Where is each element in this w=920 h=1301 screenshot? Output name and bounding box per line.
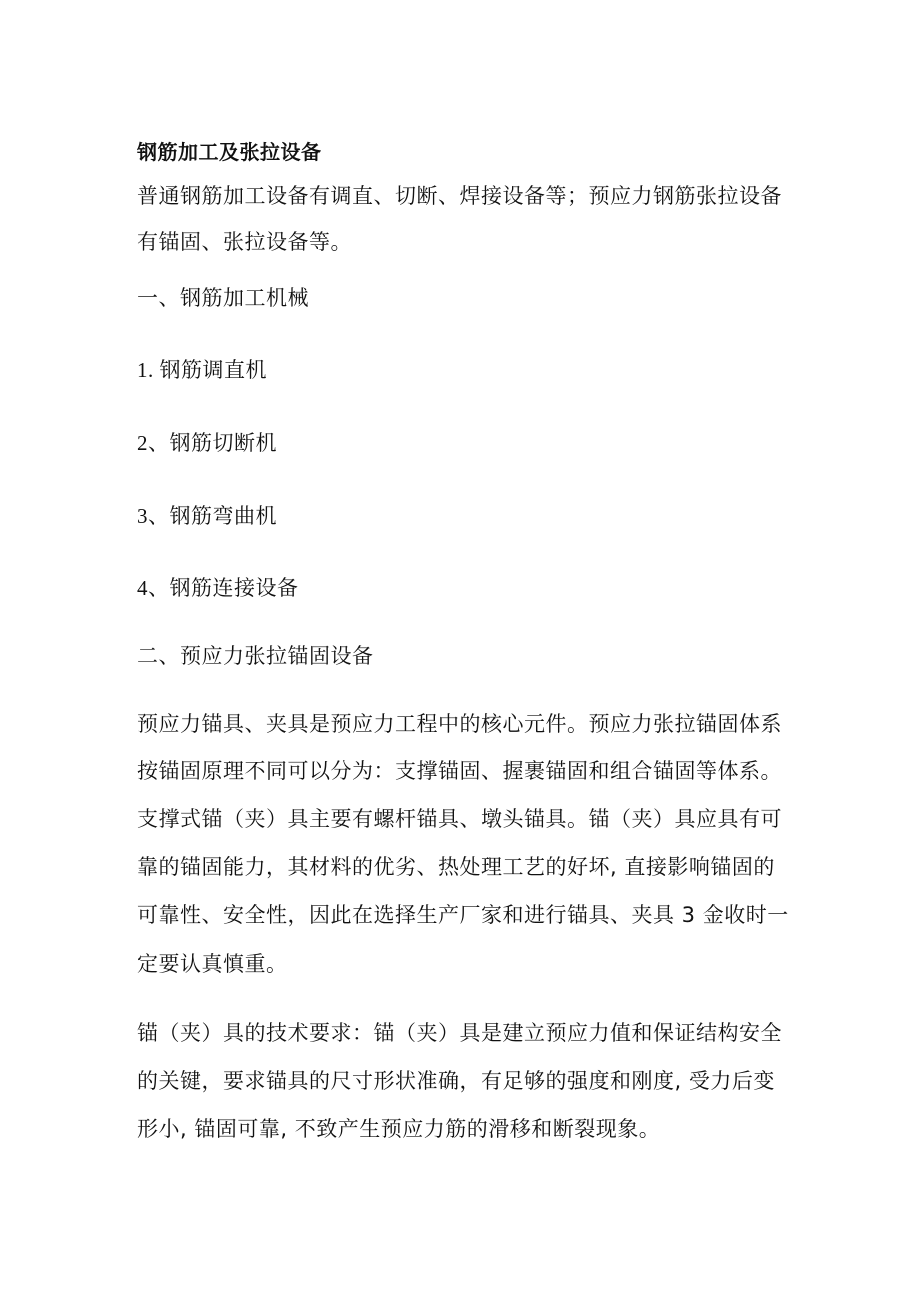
list-item: 4、钢筋连接设备 bbox=[137, 576, 299, 600]
paragraph-1-line: 按锚固原理不同可以分为：支撑锚固、握裹锚固和组合锚固等体系。 bbox=[137, 759, 782, 783]
section-1-heading: 一、钢筋加工机械 bbox=[137, 286, 309, 310]
document-title: 钢筋加工及张拉设备 bbox=[137, 140, 322, 164]
list-item: 2、钢筋切断机 bbox=[137, 431, 277, 455]
intro-line-2: 有锚固、张拉设备等。 bbox=[137, 230, 352, 254]
paragraph-2-line: 的关键，要求锚具的尺寸形状准确，有足够的强度和刚度, 受力后变 bbox=[137, 1069, 775, 1093]
section-2-heading: 二、预应力张拉锚固设备 bbox=[137, 644, 374, 668]
paragraph-1-line: 靠的锚固能力，其材料的优劣、热处理工艺的好坏, 直接影响锚固的 bbox=[137, 855, 775, 879]
paragraph-1-line: 预应力锚具、夹具是预应力工程中的核心元件。预应力张拉锚固体系 bbox=[137, 712, 782, 736]
intro-line-1: 普通钢筋加工设备有调直、切断、焊接设备等；预应力钢筋张拉设备 bbox=[137, 184, 782, 208]
paragraph-1-line: 定要认真慎重。 bbox=[137, 952, 288, 976]
paragraph-1-line: 支撑式锚（夹）具主要有螺杆锚具、墩头锚具。锚（夹）具应具有可 bbox=[137, 807, 782, 831]
paragraph-2-line: 锚（夹）具的技术要求：锚（夹）具是建立预应力值和保证结构安全 bbox=[137, 1021, 782, 1045]
list-item: 3、钢筋弯曲机 bbox=[137, 504, 277, 528]
paragraph-1-line: 可靠性、安全性，因此在选择生产厂家和进行锚具、夹具 3 金收时一 bbox=[137, 903, 789, 927]
paragraph-2-line: 形小, 锚固可靠, 不致产生预应力筋的滑移和断裂现象。 bbox=[137, 1117, 661, 1141]
list-item: 1. 钢筋调直机 bbox=[137, 358, 267, 382]
